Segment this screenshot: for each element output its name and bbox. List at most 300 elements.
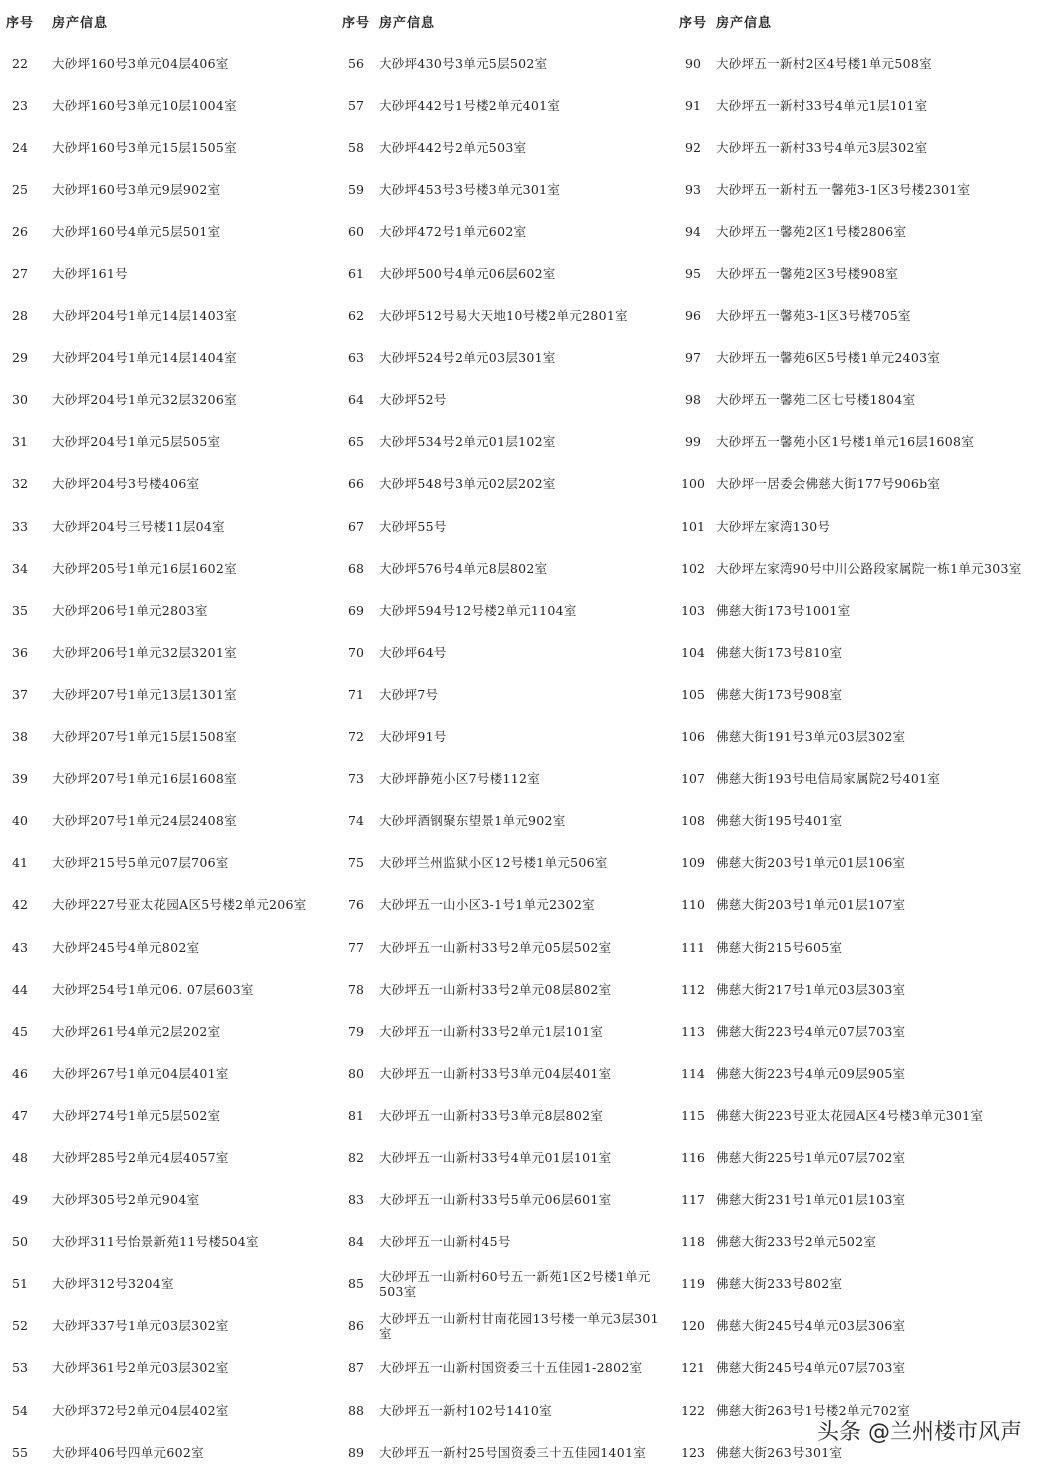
property-info: 佛慈大街173号908室	[716, 686, 843, 702]
row-number: 66	[348, 476, 364, 492]
row-number: 112	[681, 981, 705, 997]
table-row	[336, 1431, 672, 1473]
property-info: 大砂坪160号3单元9层902室	[52, 181, 221, 197]
row-number: 86	[348, 1318, 364, 1334]
row-number: 123	[681, 1444, 705, 1460]
table-row	[0, 1179, 330, 1221]
property-info: 大砂坪酒钢聚东望景1单元902室	[379, 813, 566, 829]
row-number: 46	[12, 1065, 28, 1081]
row-number: 25	[12, 181, 28, 197]
table-row	[336, 379, 672, 421]
table-row	[0, 126, 330, 168]
table-row	[673, 505, 1044, 547]
table-row	[0, 884, 330, 926]
property-info: 大砂坪204号3号楼406室	[52, 476, 200, 492]
row-number: 87	[348, 1360, 364, 1376]
row-number: 98	[685, 392, 701, 408]
table-row	[673, 926, 1044, 968]
property-info: 大砂坪204号1单元32层3206室	[52, 392, 237, 408]
table-row	[673, 1305, 1044, 1347]
table-row	[673, 842, 1044, 884]
property-info: 大砂坪512号易大天地10号楼2单元2801室	[379, 308, 628, 324]
row-number: 39	[12, 771, 28, 787]
table-row	[0, 505, 330, 547]
row-number: 28	[12, 308, 28, 324]
property-info: 大砂坪311号怡景新苑11号楼504室	[52, 1234, 259, 1250]
table-row	[673, 968, 1044, 1010]
row-number: 48	[12, 1149, 28, 1165]
table-row	[336, 968, 672, 1010]
table-column-3	[673, 0, 1044, 1473]
table-row	[0, 42, 330, 84]
table-body	[673, 42, 1044, 1473]
table-row	[673, 1052, 1044, 1094]
row-number: 55	[12, 1444, 28, 1460]
table-row	[673, 126, 1044, 168]
table-body	[0, 42, 330, 1473]
table-row	[673, 379, 1044, 421]
row-number: 69	[348, 602, 364, 618]
property-info: 大砂坪160号3单元15层1505室	[52, 139, 237, 155]
table-row	[336, 589, 672, 631]
row-number: 73	[348, 771, 364, 787]
row-number: 95	[685, 266, 701, 282]
row-number: 99	[685, 434, 701, 450]
property-info: 佛慈大街245号4单元03层306室	[716, 1318, 906, 1334]
row-number: 26	[12, 223, 28, 239]
table-row	[0, 1221, 330, 1263]
row-number: 108	[681, 813, 705, 829]
property-info: 大砂坪静苑小区7号楼112室	[379, 771, 541, 787]
property-info: 大砂坪576号4单元8层802室	[379, 560, 548, 576]
table-row	[336, 547, 672, 589]
row-number: 100	[681, 476, 705, 492]
row-number: 81	[348, 1107, 364, 1123]
property-info: 大砂坪7号	[379, 686, 439, 702]
property-info: 佛慈大街203号1单元01层107室	[716, 897, 906, 913]
table-row	[0, 295, 330, 337]
table-row	[673, 1221, 1044, 1263]
table-row	[336, 463, 672, 505]
property-info: 大砂坪兰州监狱小区12号楼1单元506室	[379, 855, 608, 871]
table-row	[673, 716, 1044, 758]
row-number: 122	[681, 1402, 705, 1418]
row-number: 107	[681, 771, 705, 787]
table-row	[0, 758, 330, 800]
row-number: 51	[12, 1276, 28, 1292]
property-info: 大砂坪261号4单元2层202室	[52, 1023, 221, 1039]
table-row	[336, 1221, 672, 1263]
row-number: 41	[12, 855, 28, 871]
property-info: 大砂坪五一新村102号1410室	[379, 1402, 552, 1418]
row-number: 42	[12, 897, 28, 913]
row-number: 27	[12, 266, 28, 282]
row-number: 80	[348, 1065, 364, 1081]
table-row	[673, 1179, 1044, 1221]
property-info: 大砂坪207号1单元24层2408室	[52, 813, 237, 829]
row-number: 85	[348, 1276, 364, 1292]
property-info: 佛慈大街233号2单元502室	[716, 1234, 877, 1250]
table-row	[673, 1136, 1044, 1178]
row-number: 43	[12, 939, 28, 955]
property-info: 大砂坪五一山新村33号2单元1层101室	[379, 1023, 604, 1039]
table-row	[0, 1347, 330, 1389]
property-info: 大砂坪267号1单元04层401室	[52, 1065, 229, 1081]
table-row	[0, 842, 330, 884]
row-number: 24	[12, 139, 28, 155]
property-info: 大砂坪五一山新村60号五一新苑1区2号楼1单元503室	[379, 1268, 651, 1299]
row-number: 52	[12, 1318, 28, 1334]
row-number: 96	[685, 308, 701, 324]
table-row	[673, 758, 1044, 800]
table-row	[0, 716, 330, 758]
row-number: 56	[348, 55, 364, 71]
property-info: 大砂坪五一馨苑二区七号楼1804室	[716, 392, 916, 408]
row-number: 53	[12, 1360, 28, 1376]
property-info: 大砂坪55号	[379, 518, 447, 534]
row-number: 71	[348, 686, 364, 702]
row-number: 106	[681, 729, 705, 745]
row-number: 93	[685, 181, 701, 197]
row-number: 59	[348, 181, 364, 197]
row-number: 114	[681, 1065, 705, 1081]
row-number: 47	[12, 1107, 28, 1123]
row-number: 88	[348, 1402, 364, 1418]
property-info: 大砂坪160号4单元5层501室	[52, 223, 221, 239]
table-row	[0, 1136, 330, 1178]
table-row	[336, 631, 672, 673]
table-row	[0, 1389, 330, 1431]
table-body	[336, 42, 672, 1473]
row-number: 49	[12, 1192, 28, 1208]
row-number: 119	[681, 1276, 705, 1292]
table-row	[0, 168, 330, 210]
row-number: 113	[681, 1023, 705, 1039]
property-info: 佛慈大街195号401室	[716, 813, 843, 829]
table-row	[673, 631, 1044, 673]
property-info: 佛慈大街193号电信局家属院2号401室	[716, 771, 941, 787]
row-number: 35	[12, 602, 28, 618]
property-info: 大砂坪五一山小区3-1号1单元2302室	[379, 897, 595, 913]
table-row	[673, 337, 1044, 379]
property-info: 大砂坪五一馨苑2区1号楼2806室	[716, 223, 907, 239]
table-row	[336, 926, 672, 968]
row-number: 109	[681, 855, 705, 871]
table-row	[336, 168, 672, 210]
table-header	[336, 0, 672, 42]
header-num: 序号	[341, 15, 370, 31]
row-number: 50	[12, 1234, 28, 1250]
row-number: 36	[12, 644, 28, 660]
table-row	[336, 1010, 672, 1052]
property-info: 佛慈大街191号3单元03层302室	[716, 729, 906, 745]
property-info: 大砂坪534号2单元01层102室	[379, 434, 556, 450]
property-info: 大砂坪205号1单元16层1602室	[52, 560, 237, 576]
row-number: 30	[12, 392, 28, 408]
row-number: 101	[681, 518, 705, 534]
row-number: 79	[348, 1023, 364, 1039]
property-info: 佛慈大街245号4单元07层703室	[716, 1360, 906, 1376]
property-info: 大砂坪453号3号楼3单元301室	[379, 181, 561, 197]
property-info: 大砂坪五一馨苑2区3号楼908室	[716, 266, 899, 282]
row-number: 90	[685, 55, 701, 71]
header-num: 序号	[5, 15, 34, 31]
row-number: 121	[681, 1360, 705, 1376]
table-row	[336, 1094, 672, 1136]
property-info: 佛慈大街215号605室	[716, 939, 843, 955]
row-number: 45	[12, 1023, 28, 1039]
property-info: 佛慈大街217号1单元03层303室	[716, 981, 906, 997]
property-info: 佛慈大街263号1号楼2单元702室	[716, 1402, 911, 1418]
row-number: 37	[12, 686, 28, 702]
property-info: 大砂坪五一山新村33号5单元06层601室	[379, 1192, 612, 1208]
property-info: 大砂坪五一山新村33号4单元01层101室	[379, 1149, 612, 1165]
row-number: 84	[348, 1234, 364, 1250]
table-row	[673, 884, 1044, 926]
property-info: 大砂坪161号	[52, 266, 128, 282]
property-info: 大砂坪254号1单元06. 07层603室	[52, 981, 254, 997]
row-number: 70	[348, 644, 364, 660]
table-row	[0, 337, 330, 379]
row-number: 72	[348, 729, 364, 745]
table-row	[336, 1389, 672, 1431]
property-info: 大砂坪337号1单元03层302室	[52, 1318, 229, 1334]
property-info: 大砂坪227号亚太花园A区5号楼2单元206室	[52, 897, 307, 913]
row-number: 82	[348, 1149, 364, 1165]
table-row	[336, 758, 672, 800]
row-number: 104	[681, 644, 705, 660]
row-number: 91	[685, 97, 701, 113]
table-row	[0, 926, 330, 968]
table-row	[673, 295, 1044, 337]
row-number: 60	[348, 223, 364, 239]
table-row	[0, 1010, 330, 1052]
property-info: 大砂坪一居委会佛慈大街177号906b室	[716, 476, 941, 492]
row-number: 44	[12, 981, 28, 997]
row-number: 116	[681, 1149, 705, 1165]
property-info: 佛慈大街173号810室	[716, 644, 843, 660]
row-number: 57	[348, 97, 364, 113]
table-row	[0, 1052, 330, 1094]
watermark: 头条 @兰州楼市风声	[817, 1420, 1022, 1445]
property-info: 大砂坪160号3单元10层1004室	[52, 97, 237, 113]
table-row	[0, 379, 330, 421]
row-number: 22	[12, 55, 28, 71]
table-row	[673, 210, 1044, 252]
table-row	[0, 673, 330, 715]
property-info: 大砂坪五一新村33号4单元3层302室	[716, 139, 928, 155]
row-number: 110	[681, 897, 705, 913]
row-number: 94	[685, 223, 701, 239]
row-number: 102	[681, 560, 705, 576]
table-row	[336, 126, 672, 168]
property-info: 佛慈大街173号1001室	[716, 602, 851, 618]
table-row	[673, 463, 1044, 505]
table-row	[336, 1263, 672, 1305]
table-row	[336, 252, 672, 294]
row-number: 33	[12, 518, 28, 534]
table-row	[0, 1094, 330, 1136]
table-row	[336, 1305, 672, 1347]
table-row	[336, 295, 672, 337]
table-row	[336, 210, 672, 252]
table-row	[336, 716, 672, 758]
header-info: 房产信息	[716, 15, 773, 31]
row-number: 40	[12, 813, 28, 829]
property-info: 佛慈大街223号4单元09层905室	[716, 1065, 906, 1081]
table-row	[336, 84, 672, 126]
property-info: 大砂坪五一山新村33号3单元8层802室	[379, 1107, 604, 1123]
row-number: 89	[348, 1444, 364, 1460]
table-row	[336, 884, 672, 926]
row-number: 83	[348, 1192, 364, 1208]
property-info: 大砂坪五一新村25号国资委三十五佳园1401室	[379, 1444, 647, 1460]
row-number: 58	[348, 139, 364, 155]
property-info: 大砂坪204号1单元14层1404室	[52, 350, 237, 366]
table-row	[336, 1179, 672, 1221]
table-row	[673, 673, 1044, 715]
property-info: 大砂坪361号2单元03层302室	[52, 1360, 229, 1376]
table-row	[336, 1136, 672, 1178]
property-info: 大砂坪204号三号楼11层04室	[52, 518, 225, 534]
property-info: 大砂坪406号四单元602室	[52, 1444, 204, 1460]
row-number: 65	[348, 434, 364, 450]
property-info: 佛慈大街203号1单元01层106室	[716, 855, 906, 871]
row-number: 76	[348, 897, 364, 913]
table-row	[336, 673, 672, 715]
property-info: 大砂坪274号1单元5层502室	[52, 1107, 221, 1123]
table-row	[0, 1431, 330, 1473]
row-number: 62	[348, 308, 364, 324]
property-info: 大砂坪372号2单元04层402室	[52, 1402, 229, 1418]
table-row	[673, 800, 1044, 842]
property-info: 大砂坪52号	[379, 392, 447, 408]
table-row	[336, 1347, 672, 1389]
row-number: 78	[348, 981, 364, 997]
table-row	[673, 252, 1044, 294]
header-info: 房产信息	[379, 15, 436, 31]
property-info: 大砂坪207号1单元15层1508室	[52, 729, 237, 745]
property-info: 大砂坪206号1单元2803室	[52, 602, 208, 618]
property-info: 大砂坪五一山新村甘南花园13号楼一单元3层301室	[379, 1310, 659, 1341]
property-info: 大砂坪472号1单元602室	[379, 223, 527, 239]
property-info: 佛慈大街223号亚太花园A区4号楼3单元301室	[716, 1107, 984, 1123]
table-row	[0, 631, 330, 673]
property-info: 大砂坪五一山新村45号	[379, 1234, 511, 1250]
property-info: 大砂坪442号1号楼2单元401室	[379, 97, 561, 113]
row-number: 74	[348, 813, 364, 829]
table-row	[336, 800, 672, 842]
table-row	[0, 1263, 330, 1305]
property-info: 大砂坪91号	[379, 729, 447, 745]
table-row	[336, 42, 672, 84]
table-row	[336, 505, 672, 547]
table-row	[336, 337, 672, 379]
property-info: 大砂坪五一新村五一馨苑3-1区3号楼2301室	[716, 181, 971, 197]
row-number: 117	[681, 1192, 705, 1208]
table-row	[0, 84, 330, 126]
property-info: 大砂坪206号1单元32层3201室	[52, 644, 237, 660]
property-info: 大砂坪左家湾130号	[716, 518, 831, 534]
table-row	[673, 547, 1044, 589]
property-info: 大砂坪430号3单元5层502室	[379, 55, 548, 71]
row-number: 29	[12, 350, 28, 366]
table-row	[0, 252, 330, 294]
property-info: 大砂坪五一馨苑3-1区3号楼705室	[716, 308, 911, 324]
header-info: 房产信息	[52, 15, 109, 31]
property-info: 大砂坪500号4单元06层602室	[379, 266, 556, 282]
property-info: 大砂坪207号1单元13层1301室	[52, 686, 237, 702]
table-row	[673, 42, 1044, 84]
table-header	[673, 0, 1044, 42]
table-row	[673, 421, 1044, 463]
property-info: 佛慈大街231号1单元01层103室	[716, 1192, 906, 1208]
property-info: 大砂坪215号5单元07层706室	[52, 855, 229, 871]
row-number: 120	[681, 1318, 705, 1334]
property-info: 大砂坪442号2单元503室	[379, 139, 527, 155]
row-number: 111	[681, 939, 705, 955]
table-row	[0, 547, 330, 589]
table-row	[673, 168, 1044, 210]
table-row	[673, 84, 1044, 126]
row-number: 67	[348, 518, 364, 534]
table-row	[336, 842, 672, 884]
table-row	[336, 421, 672, 463]
property-info: 大砂坪五一馨苑小区1号楼1单元16层1608室	[716, 434, 975, 450]
table-row	[673, 589, 1044, 631]
table-row	[673, 1010, 1044, 1052]
property-info: 大砂坪五一山新村33号3单元04层401室	[379, 1065, 612, 1081]
property-info: 佛慈大街223号4单元07层703室	[716, 1023, 906, 1039]
row-number: 32	[12, 476, 28, 492]
table-row	[673, 1347, 1044, 1389]
row-number: 105	[681, 686, 705, 702]
property-info: 大砂坪160号3单元04层406室	[52, 55, 229, 71]
property-info: 大砂坪64号	[379, 644, 447, 660]
table-row	[673, 1263, 1044, 1305]
property-info: 大砂坪245号4单元802室	[52, 939, 200, 955]
property-info: 大砂坪五一新村33号4单元1层101室	[716, 97, 928, 113]
row-number: 97	[685, 350, 701, 366]
row-number: 31	[12, 434, 28, 450]
property-info: 大砂坪594号12号楼2单元1104室	[379, 602, 577, 618]
property-info: 大砂坪207号1单元16层1608室	[52, 771, 237, 787]
row-number: 118	[681, 1234, 705, 1250]
property-info: 大砂坪548号3单元02层202室	[379, 476, 556, 492]
row-number: 75	[348, 855, 364, 871]
property-info: 大砂坪305号2单元904室	[52, 1192, 200, 1208]
property-info: 佛慈大街233号802室	[716, 1276, 843, 1292]
table-row	[0, 968, 330, 1010]
property-info: 佛慈大街263号301室	[716, 1444, 843, 1460]
table-row	[0, 589, 330, 631]
row-number: 61	[348, 266, 364, 282]
property-info: 大砂坪204号1单元5层505室	[52, 434, 221, 450]
property-info: 佛慈大街225号1单元07层702室	[716, 1149, 906, 1165]
property-info: 大砂坪285号2单元4层4057室	[52, 1149, 229, 1165]
table-header	[0, 0, 330, 42]
row-number: 103	[681, 602, 705, 618]
property-info: 大砂坪五一山新村33号2单元08层802室	[379, 981, 612, 997]
table-row	[673, 1094, 1044, 1136]
row-number: 77	[348, 939, 364, 955]
row-number: 115	[681, 1107, 705, 1123]
property-info: 大砂坪五一山新村国资委三十五佳园1-2802室	[379, 1360, 643, 1376]
row-number: 54	[12, 1402, 28, 1418]
property-info: 大砂坪204号1单元14层1403室	[52, 308, 237, 324]
row-number: 64	[348, 392, 364, 408]
row-number: 68	[348, 560, 364, 576]
